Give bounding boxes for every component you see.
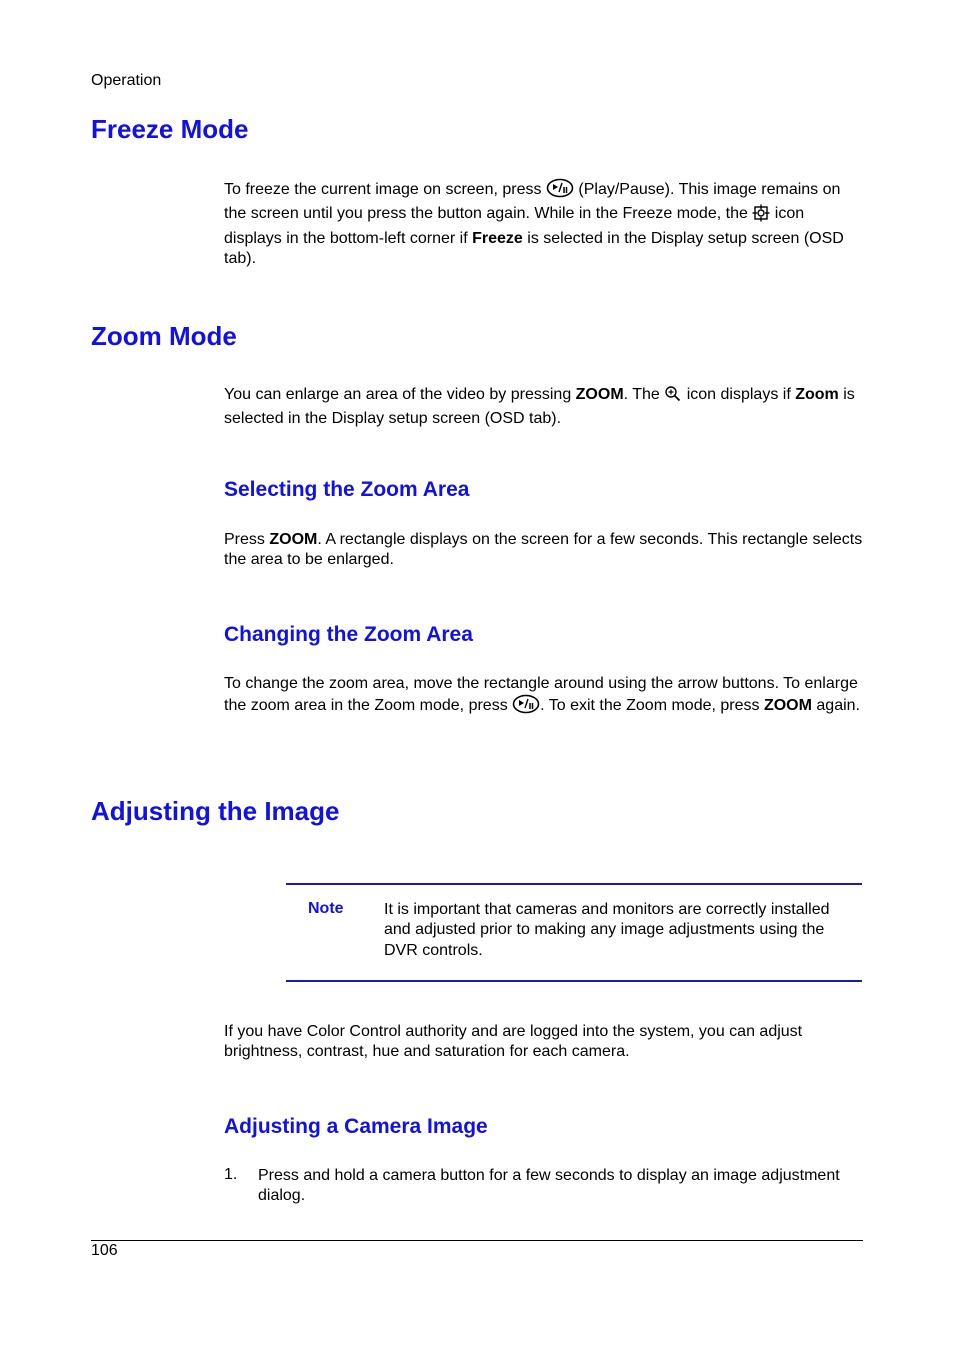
heading-selecting-zoom-area: Selecting the Zoom Area [224, 478, 470, 501]
adjusting-image-paragraph: If you have Color Control authority and are logged into the system, you can adjust brightness, contrast, hue and saturation for each camera. [224, 1023, 803, 1061]
freeze-icon [752, 204, 770, 228]
zoom-paragraph: You can enlarge an area of the video by pressing ZOOM. The icon displays if Zoom is selected in the Display setup screen (OSD tab). [224, 386, 855, 428]
list-item-text: Press and hold a camera button for a few seconds to display an image adjustment dialog. [258, 1167, 840, 1205]
selecting-zoom-paragraph: Press ZOOM. A rectangle displays on the screen for a few seconds. This rectangle selects the area to be enlarged. [224, 531, 863, 569]
heading-freeze-mode: Freeze Mode [91, 114, 249, 144]
zoom-magnifier-icon [664, 385, 682, 409]
heading-zoom-mode: Zoom Mode [91, 321, 237, 351]
footer-rule [91, 1240, 863, 1241]
heading-changing-zoom-area: Changing the Zoom Area [224, 623, 473, 646]
page-number: 106 [91, 1242, 118, 1259]
freeze-paragraph: To freeze the current image on screen, press (Play/Pause). This image remains on the screen until you press the button again. While in the Freeze mode, the icon displays in the bottom-left corner if Freeze is selected in the Display setup screen (OSD tab). [224, 178, 864, 270]
note-top-rule [286, 883, 862, 885]
heading-adjusting-image: Adjusting the Image [91, 796, 340, 826]
heading-adjusting-camera-image: Adjusting a Camera Image [224, 1115, 488, 1138]
note-text: It is important that cameras and monitors are correctly installed and adjusted prior to making any image adjustments using the DVR controls. [384, 901, 830, 959]
play-pause-icon [546, 178, 574, 204]
running-header: Operation [91, 72, 162, 89]
changing-zoom-paragraph: To change the zoom area, move the rectangle around using the arrow buttons. To enlarge the zoom area in the Zoom mode, press . To exit the Zoom mode, press ZOOM again. [224, 674, 864, 721]
list-item-number: 1. [224, 1166, 238, 1183]
note-label: Note [308, 900, 344, 917]
play-pause-icon [512, 694, 540, 720]
note-bottom-rule [286, 980, 862, 982]
